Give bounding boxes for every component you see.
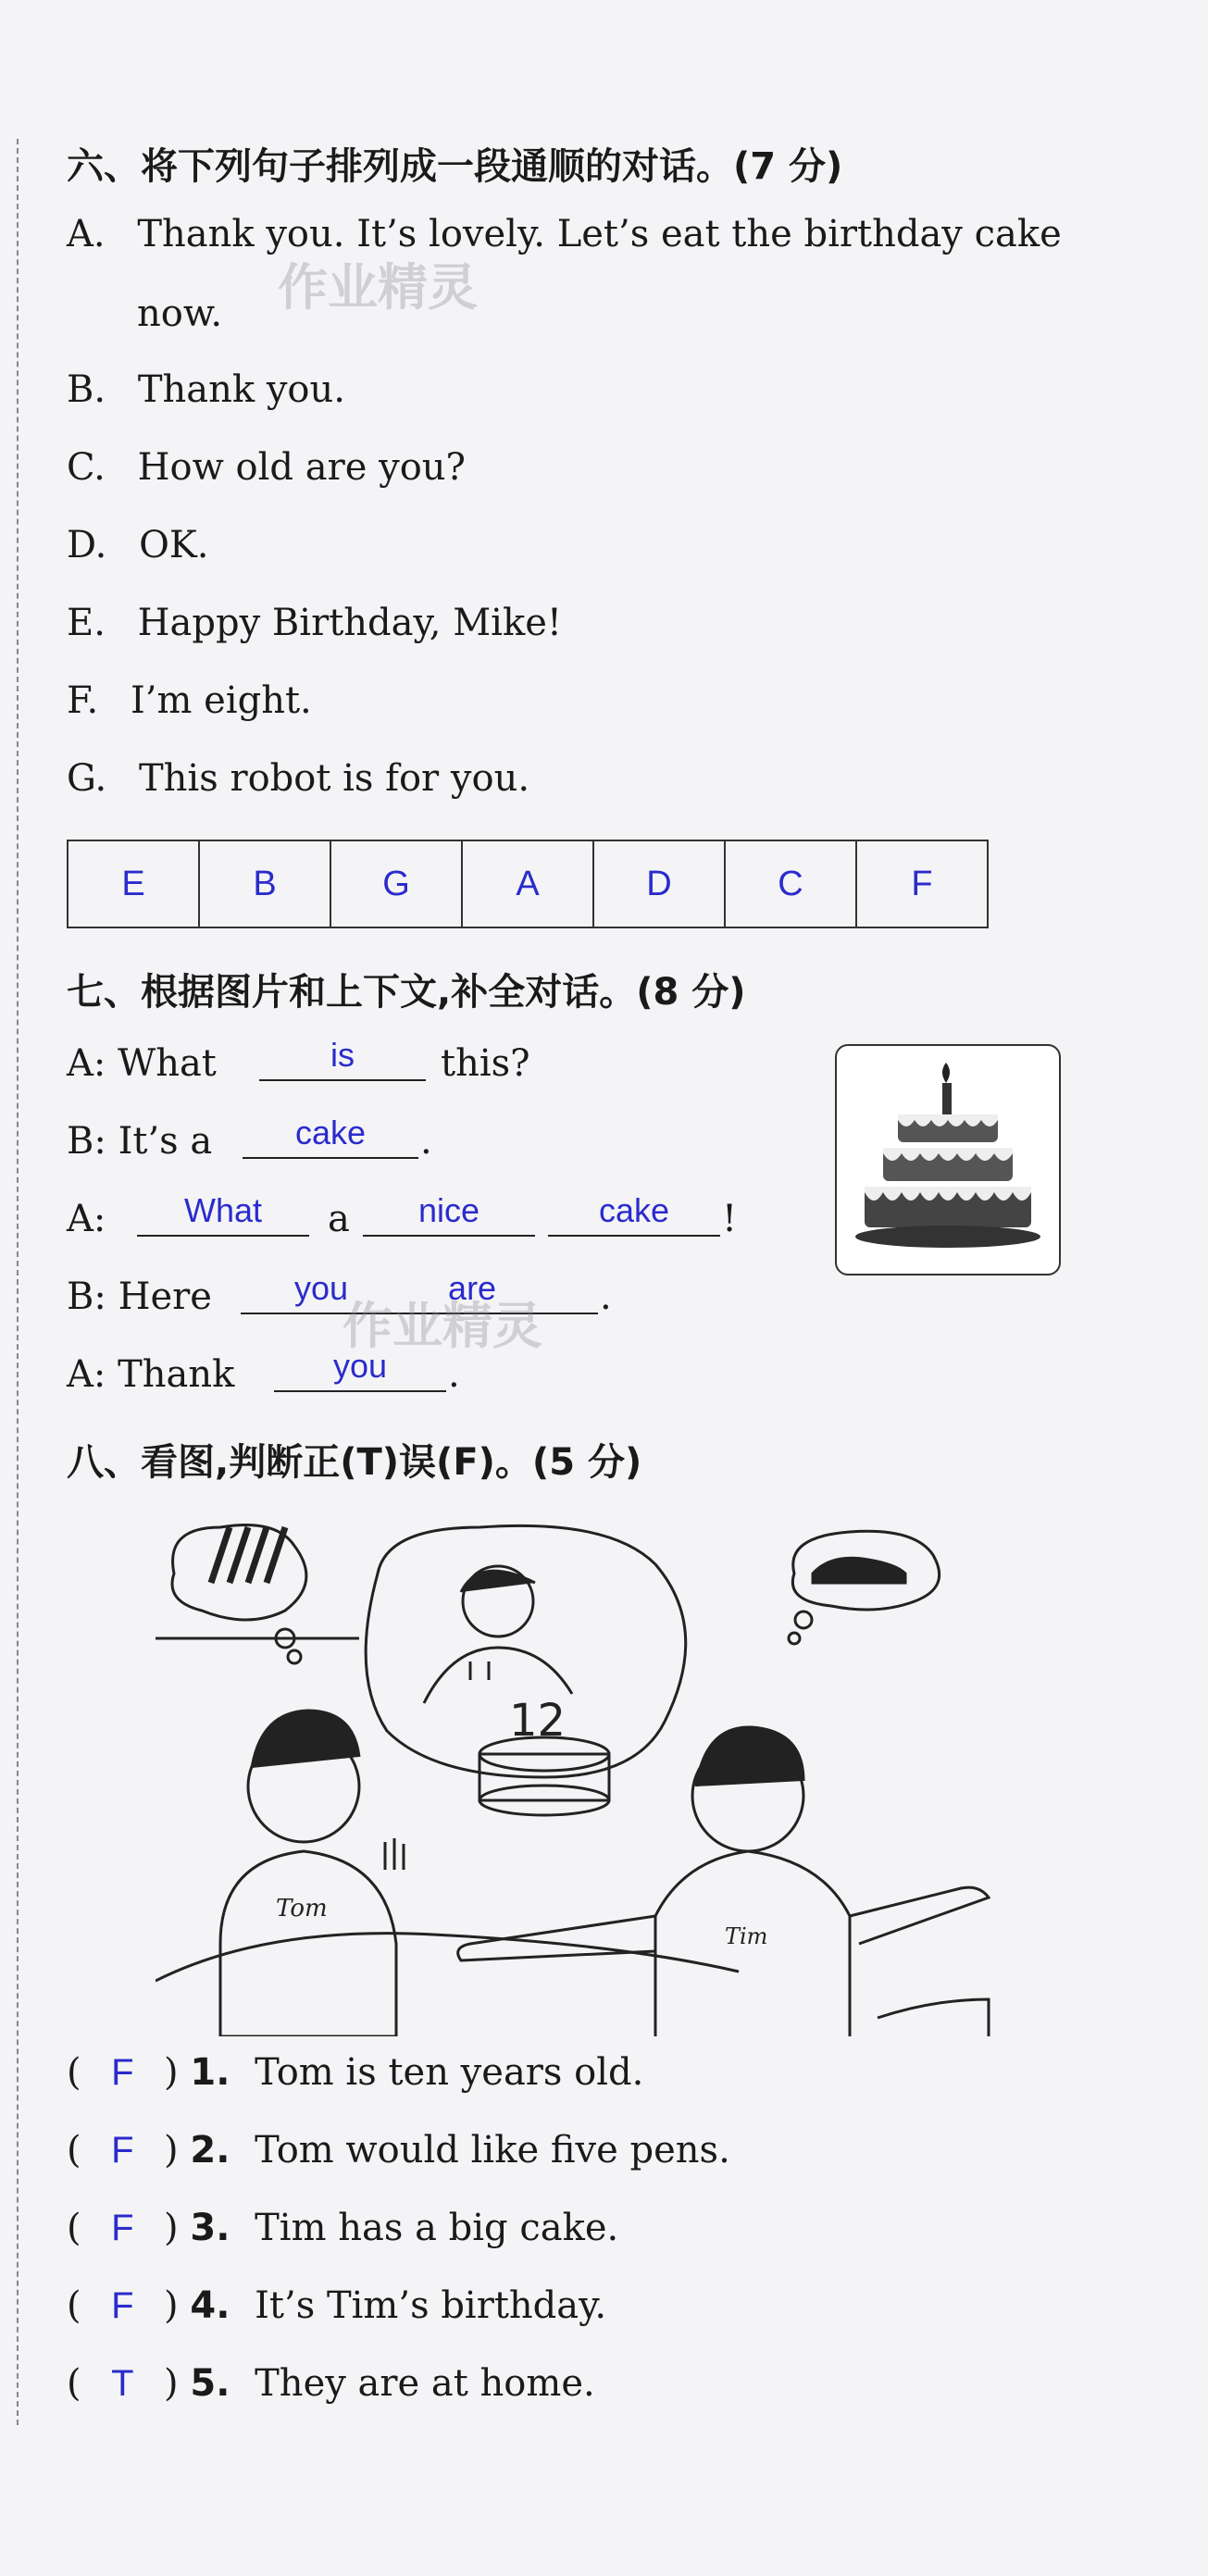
- tf-item-4: ( F ) 4. It’s Tim’s birthday.: [67, 2284, 607, 2327]
- order-cell[interactable]: F: [856, 840, 988, 927]
- option-text: How old are you?: [137, 446, 466, 489]
- dialogue-line-1-prefix: A: What: [67, 1042, 217, 1085]
- birthday-cake-picture: [835, 1044, 1061, 1276]
- tf-text: Tom would like five pens.: [255, 2129, 730, 2172]
- tf-text: They are at home.: [255, 2362, 595, 2405]
- watermark: 作业精灵: [278, 258, 478, 317]
- dialogue-line-1-suffix: this?: [441, 1042, 530, 1085]
- tf-item-3: ( F ) 3. Tim has a big cake.: [67, 2207, 619, 2249]
- option-key: A.: [67, 213, 106, 255]
- tf-answer[interactable]: F: [111, 2285, 134, 2326]
- blank-5[interactable]: cake: [548, 1192, 720, 1237]
- dialogue-line-4-suffix: .: [600, 1276, 612, 1318]
- dialogue-line-3-middle: a: [328, 1198, 350, 1240]
- option-d: [67, 524, 208, 566]
- margin-dashed-line: [17, 139, 19, 2425]
- dialogue-line-3-suffix: !: [722, 1198, 738, 1240]
- tf-item-1: ( F ) 1. Tom is ten years old.: [67, 2051, 644, 2094]
- blank-6-word-1: you: [294, 1269, 349, 1307]
- birthday-scene-illustration: [156, 1518, 1007, 2036]
- tf-answer[interactable]: F: [111, 2052, 134, 2093]
- tf-number: 1.: [190, 2051, 230, 2094]
- option-text: Thank you. It’s lovely. Let’s eat the birthday cake: [137, 213, 1062, 255]
- order-cell[interactable]: C: [725, 840, 856, 927]
- option-key: B.: [67, 368, 106, 411]
- cake-icon: [837, 1046, 1059, 1274]
- tf-number: 4.: [190, 2284, 230, 2327]
- order-cell[interactable]: A: [462, 840, 593, 927]
- order-answer-table: [67, 840, 989, 928]
- dialogue-line-4-prefix: B: Here: [67, 1276, 212, 1318]
- tf-number: 2.: [190, 2129, 230, 2172]
- section-8-heading: 八、看图,判断正(T)误(F)。(5 分): [67, 1441, 642, 1484]
- option-a-continuation: now.: [137, 292, 223, 335]
- option-key: D.: [67, 524, 107, 566]
- option-f: [67, 679, 312, 722]
- tf-item-2: ( F ) 2. Tom would like five pens.: [67, 2129, 730, 2172]
- option-e: [67, 602, 562, 644]
- option-g: [67, 757, 529, 800]
- option-key: C.: [67, 446, 106, 489]
- option-text: Thank you.: [137, 368, 345, 411]
- option-text: OK.: [139, 524, 209, 566]
- order-cell[interactable]: B: [199, 840, 330, 927]
- tom-shirt-label: Tom: [276, 1895, 328, 1923]
- blank-2[interactable]: cake: [243, 1114, 418, 1159]
- watermark: 作业精灵: [342, 1297, 542, 1355]
- dialogue-line-5-suffix: .: [448, 1353, 460, 1396]
- blank-4[interactable]: nice: [363, 1192, 535, 1237]
- tf-item-5: ( T ) 5. They are at home.: [67, 2362, 595, 2405]
- order-cell[interactable]: G: [330, 840, 462, 927]
- option-key: F.: [67, 679, 99, 722]
- tf-answer[interactable]: F: [111, 2208, 134, 2248]
- tf-text: It’s Tim’s birthday.: [255, 2284, 607, 2327]
- option-c: [67, 446, 466, 489]
- order-cell[interactable]: D: [593, 840, 725, 927]
- blank-6-word-2: are: [448, 1269, 497, 1307]
- section-7-heading: 七、根据图片和上下文,补全对话。(8 分): [67, 971, 746, 1014]
- blank-3[interactable]: What: [137, 1192, 309, 1237]
- dialogue-line-3-prefix: A:: [67, 1198, 106, 1240]
- dialogue-line-2-suffix: .: [420, 1120, 432, 1163]
- cake-number-label: 12: [509, 1695, 567, 1747]
- blank-7[interactable]: you: [274, 1348, 446, 1392]
- scene-drawing: [156, 1518, 1007, 2036]
- option-text: Happy Birthday, Mike!: [137, 602, 562, 644]
- order-cell[interactable]: E: [68, 840, 199, 927]
- dialogue-line-5-prefix: A: Thank: [67, 1353, 235, 1396]
- tf-number: 5.: [190, 2362, 230, 2405]
- tf-text: Tom is ten years old.: [255, 2051, 644, 2094]
- option-a: [67, 213, 1062, 255]
- tf-answer[interactable]: T: [111, 2363, 134, 2404]
- tf-text: Tim has a big cake.: [255, 2207, 619, 2249]
- option-text: This robot is for you.: [138, 757, 530, 800]
- option-b: [67, 368, 345, 411]
- section-6-heading: 六、将下列句子排列成一段通顺的对话。(7 分): [67, 145, 843, 188]
- tf-number: 3.: [190, 2207, 230, 2249]
- tf-answer[interactable]: F: [111, 2130, 134, 2171]
- tim-shirt-label: Tim: [725, 1923, 768, 1949]
- option-key: E.: [67, 602, 106, 644]
- option-text: I’m eight.: [130, 679, 312, 722]
- dialogue-line-2-prefix: B: It’s a: [67, 1120, 213, 1163]
- blank-1[interactable]: is: [259, 1037, 426, 1081]
- option-key: G.: [67, 757, 107, 800]
